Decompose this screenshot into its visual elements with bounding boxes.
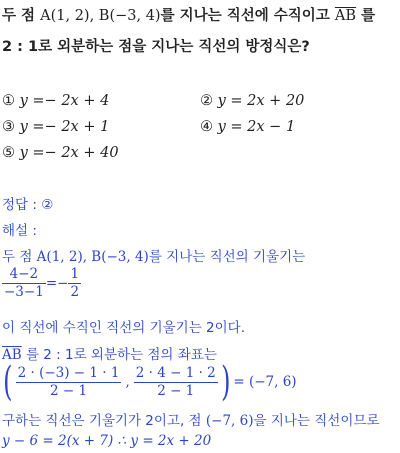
numerator: 2 · (−3) − 1 · 1 bbox=[17, 364, 120, 381]
denominator: −3−1 bbox=[4, 284, 44, 300]
slope-fraction-1 bbox=[2, 266, 46, 301]
solution-text: 두 점 bbox=[2, 249, 37, 265]
final-equation: y − 6 = 2(x + 7) ∴ y = 2x + 20 bbox=[2, 433, 212, 449]
option-equation: y = 2x − 1 bbox=[217, 119, 296, 135]
x-coordinate-fraction bbox=[16, 365, 122, 400]
option-2[interactable] bbox=[200, 93, 304, 109]
option-equation: y =− 2x + 4 bbox=[19, 93, 110, 109]
point: (−7, 6) bbox=[205, 413, 254, 429]
segment-ab: $\overline{AB}$ bbox=[334, 8, 357, 24]
solution-text: 를 지나는 직선의 기울기는 bbox=[148, 249, 306, 265]
question-line-1 bbox=[2, 4, 375, 25]
solution-title: 해설 : bbox=[2, 223, 37, 239]
solution-line-6 bbox=[2, 409, 379, 429]
solution-text: 을 지나는 직선이므로 bbox=[253, 413, 380, 429]
option-5[interactable] bbox=[2, 145, 119, 161]
answer-label: 정답 : bbox=[2, 197, 42, 213]
solution-line-1 bbox=[2, 245, 305, 265]
question-text: 두 점 bbox=[2, 8, 41, 24]
comma: , bbox=[125, 374, 130, 390]
answer bbox=[2, 193, 53, 213]
option-4[interactable] bbox=[200, 119, 295, 135]
question-text: 를 bbox=[356, 8, 376, 24]
question-text: 를 지나는 직선에 수직이고 bbox=[160, 8, 335, 24]
solution-line-3: 이 직선에 수직인 직선의 기울기는 2이다. bbox=[2, 320, 245, 336]
slope-expression bbox=[2, 266, 81, 301]
option-number: ⑤ bbox=[2, 145, 15, 161]
answer-value: ② bbox=[41, 197, 54, 213]
denominator: 2 bbox=[70, 284, 80, 300]
option-equation: y =− 2x + 40 bbox=[19, 145, 119, 161]
option-number: ① bbox=[2, 93, 15, 109]
equals-minus: =− bbox=[45, 275, 69, 292]
solution-line-4 bbox=[2, 343, 217, 363]
slope-fraction-2 bbox=[68, 266, 81, 301]
numerator: 4−2 bbox=[2, 266, 46, 284]
denominator: 2 − 1 bbox=[49, 382, 88, 399]
option-equation: y =− 2x + 1 bbox=[19, 119, 110, 135]
option-equation: y = 2x + 20 bbox=[217, 93, 305, 109]
left-paren: ( bbox=[3, 359, 13, 405]
segment-ab: $\overline{AB}$ bbox=[2, 347, 22, 363]
question-line-2: 2 : 1로 외분하는 점을 지나는 직선의 방정식은? bbox=[2, 39, 310, 55]
option-number: ② bbox=[200, 93, 213, 109]
solution-text: 구하는 직선은 기울기가 2이고, 점 bbox=[2, 413, 206, 429]
solution-text: 를 2 : 1로 외분하는 점의 좌표는 bbox=[21, 347, 217, 363]
numerator: 2 · 4 − 1 · 2 bbox=[135, 364, 216, 381]
right-paren: ) bbox=[220, 359, 231, 405]
y-coordinate-fraction bbox=[134, 365, 218, 400]
option-1[interactable] bbox=[2, 93, 109, 109]
points-ab: A(1, 2), B(−3, 4) bbox=[36, 249, 149, 265]
option-3[interactable] bbox=[2, 119, 109, 135]
option-number: ④ bbox=[200, 119, 213, 135]
denominator: 2 − 1 bbox=[157, 382, 195, 399]
option-number: ③ bbox=[2, 119, 15, 135]
points-ab: A(1, 2), B(−3, 4) bbox=[40, 8, 161, 24]
coordinate-result: = (−7, 6) bbox=[233, 374, 297, 390]
numerator: 1 bbox=[70, 266, 80, 282]
coordinate-expression bbox=[0, 359, 297, 405]
